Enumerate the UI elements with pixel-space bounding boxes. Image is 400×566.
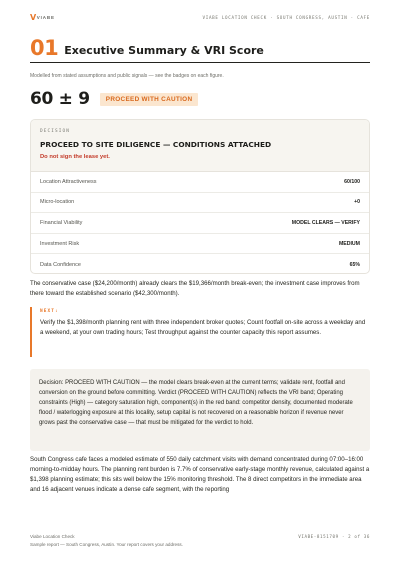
metric-label: Location Attractiveness [40, 178, 97, 185]
page-footer [30, 533, 370, 549]
decision-callout: Decision: PROCEED WITH CAUTION — the model clears break-even at the current terms; validate rent, footfall and conversion on the ground before committing. Verdict (PROCEED WITH CAUTION) reflects the VRI band; Operating constraints (High) — category saturation high, component(s) in the red band: competitor density, documented moderate flood / waterlogging exposure at this locality, setup capital is not recovered on a reasonable horizon if revenue never grows past the conservative case — that must be mitigated for the verdict to hold. [30, 369, 370, 451]
running-head: VIABE LOCATION CHECK · SOUTH CONGRESS, AUSTIN · CAFE [202, 14, 370, 20]
metric-row [31, 254, 369, 274]
section-number: 01 [30, 36, 59, 60]
next-steps-text: Verify the $1,398/month planning rent with three independent broker quotes; Count footfall on-site across a weekday and a weekend, at your own trading hours; Test throughput against the counter capacity this report assumes. [40, 319, 366, 336]
decision-eyebrow: DECISION [40, 129, 70, 134]
metric-row [31, 213, 369, 234]
footer-notes [30, 533, 183, 549]
decision-text: PROCEED TO SITE DILIGENCE — CONDITIONS ATTACHED [40, 140, 272, 149]
intro-note: Modelled from stated assumptions and public signals — see the badges on each figure. [30, 73, 224, 79]
metric-label: Financial Viability [40, 219, 83, 226]
metric-value: +0 [354, 199, 360, 206]
footer-disclaimer: Sample report — South Congress, Austin. Your report covers your address. [30, 542, 183, 547]
catchment-paragraph: South Congress cafe faces a modeled estimate of 550 daily catchment visits with demand concentrated during 07:00–16:00 morning-to-midday hours. The planning rent burden is 7.7% of conservative early-stage monthly revenue, calculated against a $1,398 planning estimate; this sits well below the 15% monitoring threshold. The 8 direct competitors in the immediate area and 16 adjacent venues indicate a dense cafe segment, with the reporting [30, 456, 370, 493]
decision-header [31, 120, 369, 172]
metric-row [31, 234, 369, 255]
section-title: Executive Summary & VRI Score [64, 44, 264, 57]
vri-score: 60 ± 9 [30, 89, 90, 109]
metric-value: 60/100 [344, 178, 360, 185]
metric-value: MODEL CLEARS — VERIFY [291, 219, 360, 226]
decision-warning: Do not sign the lease yet. [40, 154, 110, 160]
footer-brand: Viabe Location Check [30, 534, 75, 539]
metric-label: Data Confidence [40, 261, 81, 268]
logo-text: VIABE [36, 14, 55, 20]
page-reference: VIABE-8151709 · 2 of 36 [298, 534, 370, 539]
next-steps-label: NEXT: [40, 309, 59, 314]
brand-logo [30, 13, 55, 22]
verdict-badge: PROCEED WITH CAUTION [100, 93, 199, 106]
next-steps [30, 307, 370, 357]
metric-value: 65% [349, 261, 360, 268]
section-heading [30, 37, 370, 63]
top-bar [30, 9, 370, 25]
logo-mark-icon: V [30, 12, 36, 22]
metric-value: MEDIUM [338, 240, 360, 247]
metric-row [31, 193, 369, 214]
metric-label: Investment Risk [40, 240, 80, 247]
metric-label: Micro-location [40, 199, 75, 206]
metric-row [31, 172, 369, 193]
decision-card [30, 119, 370, 274]
score-row [30, 88, 198, 110]
summary-paragraph: The conservative case ($24,200/month) already clears the $19,366/month break-even; the investment case improves from there toward the established scenario ($42,300/month). [30, 280, 360, 297]
